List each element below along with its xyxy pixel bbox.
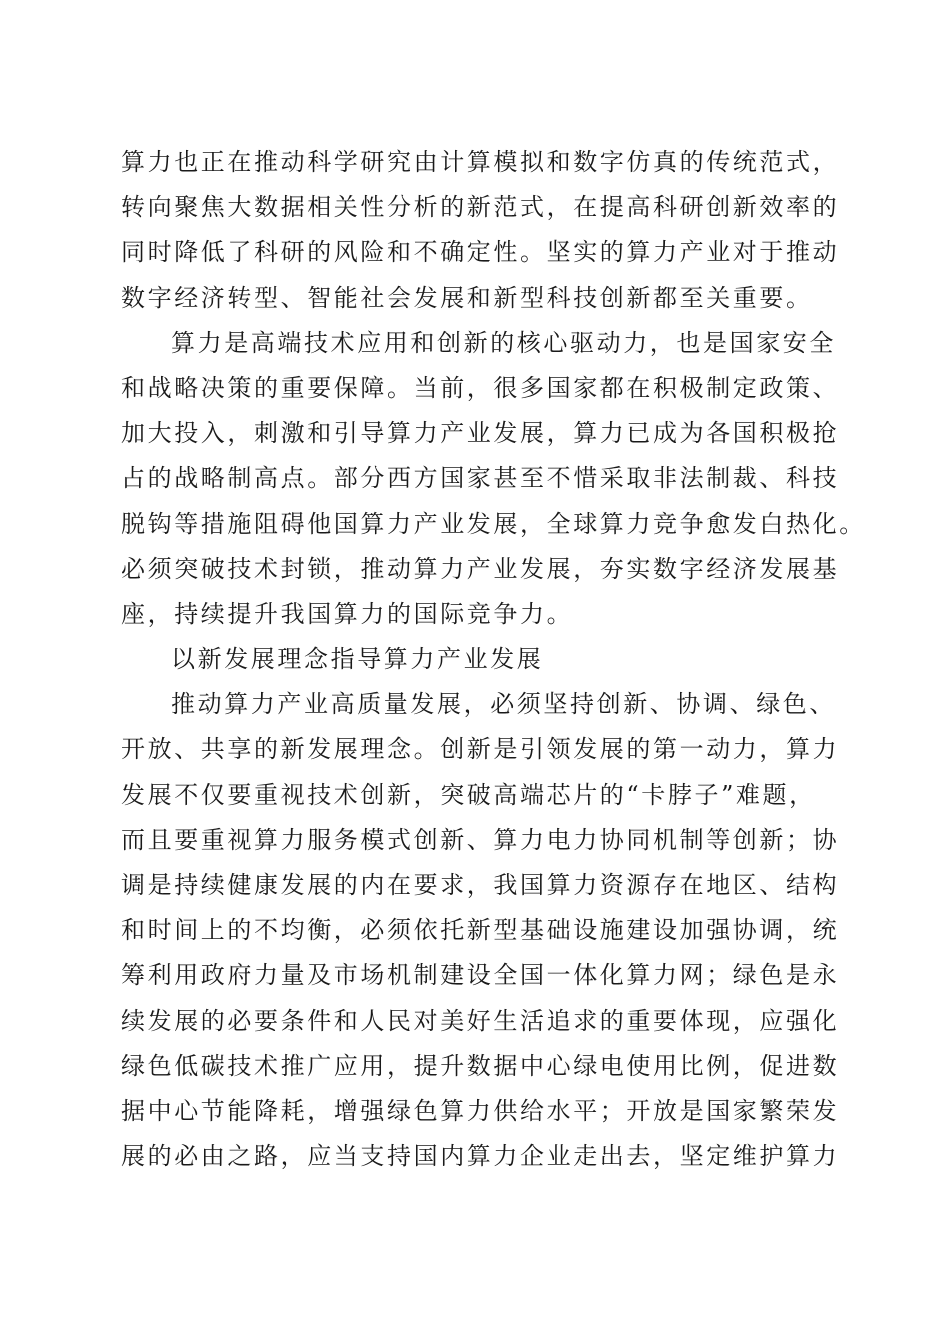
text-line: 续发展的必要条件和人民对美好生活追求的重要体现，应强化 xyxy=(121,1006,840,1035)
text-line: 转向聚焦大数据相关性分析的新范式，在提高科研创新效率的 xyxy=(121,193,840,222)
text-line: 占的战略制高点。部分西方国家甚至不惜采取非法制裁、科技 xyxy=(121,464,840,493)
text-line: 和战略决策的重要保障。当前，很多国家都在积极制定政策、 xyxy=(121,373,840,402)
text-line: 算力是高端技术应用和创新的核心驱动力，也是国家安全 xyxy=(171,328,836,357)
text-line: 筹利用政府力量及市场机制建设全国一体化算力网；绿色是永 xyxy=(121,961,840,990)
text-line: 和时间上的不均衡，必须依托新型基础设施建设加强协调，统 xyxy=(121,916,840,945)
text-line: 座，持续提升我国算力的国际竞争力。 xyxy=(121,599,574,628)
text-line: 脱钩等措施阻碍他国算力产业发展，全球算力竞争愈发白热化。 xyxy=(121,509,866,538)
text-line: 展的必由之路，应当支持国内算力企业走出去，坚定维护算力 xyxy=(121,1142,840,1171)
section-heading: 以新发展理念指导算力产业发展 xyxy=(171,645,544,674)
text-line: 调是持续健康发展的内在要求，我国算力资源存在地区、结构 xyxy=(121,871,840,899)
text-line: 数字经济转型、智能社会发展和新型科技创新都至关重要。 xyxy=(121,283,813,312)
text-line: 算力也正在推动科学研究由计算模拟和数字仿真的传统范式， xyxy=(121,148,840,176)
text-line: 绿色低碳技术推广应用，提升数据中心绿电使用比例，促进数 xyxy=(121,1051,840,1080)
text-line: 推动算力产业高质量发展，必须坚持创新、协调、绿色、 xyxy=(171,690,836,719)
text-line: 加大投入，刺激和引导算力产业发展，算力已成为各国积极抢 xyxy=(121,419,840,448)
document-body xyxy=(121,140,866,1179)
text-line: 必须突破技术封锁，推动算力产业发展，夯实数字经济发展基 xyxy=(121,554,840,583)
text-line: 而且要重视算力服务模式创新、算力电力协同机制等创新；协 xyxy=(121,825,840,854)
text-line: 据中心节能降耗，增强绿色算力供给水平；开放是国家繁荣发 xyxy=(121,1096,840,1125)
text-line: 发展不仅要重视技术创新，突破高端芯片的“卡脖子”难题， xyxy=(121,780,816,809)
text-line: 同时降低了科研的风险和不确定性。坚实的算力产业对于推动 xyxy=(121,238,840,267)
text-line: 开放、共享的新发展理念。创新是引领发展的第一动力，算力 xyxy=(121,735,840,764)
